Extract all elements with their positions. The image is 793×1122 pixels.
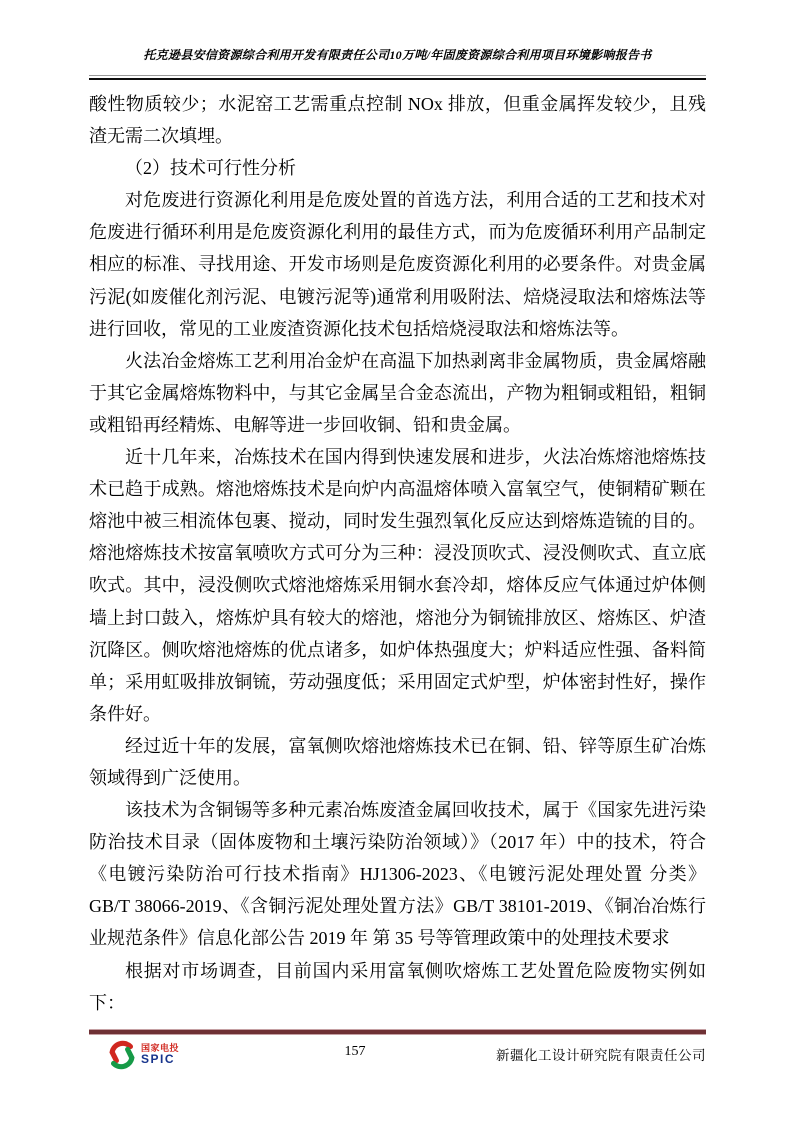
paragraph: 根据对市场调查，目前国内采用富氧侧吹熔炼工艺处置危险废物实例如下： — [89, 960, 706, 1013]
paragraph: 酸性物质较少；水泥窑工艺需重点控制 NOx 排放，但重金属挥发较少，且残渣无需二次填埋。 — [89, 94, 706, 147]
spic-logo-icon — [107, 1040, 137, 1070]
spic-logo-text — [141, 1044, 179, 1066]
spic-logo-chinese: 国家电投 — [141, 1042, 180, 1053]
page-number: 157 — [344, 1044, 366, 1059]
paragraph: 火法冶金熔炼工艺利用冶金炉在高温下加热剥离非金属物质，贵金属熔融于其它金属熔炼物料中，与其它金属呈合金态流出，产物为粗铜或粗铅，粗铜或粗铅再经精炼、电解等进一步回收铜、铅和贵金属。 — [89, 350, 706, 435]
footer-divider-line — [89, 1029, 706, 1035]
header-divider-line — [89, 75, 706, 80]
report-header-title: 托克逊县安信资源综合利用开发有限责任公司10万吨/年固废资源综合利用项目环境影响报告书 — [143, 48, 652, 62]
footer-company-name: 新疆化工设计研究院有限责任公司 — [496, 1048, 706, 1063]
page-footer — [89, 1038, 706, 1084]
spic-logo-english: SPIC — [141, 1052, 176, 1067]
paragraph: 近十几年来，冶炼技术在国内得到快速发展和进步，火法冶炼熔池熔炼技术已趋于成熟。熔池熔炼技术是向炉内高温熔体喷入富氧空气，使铜精矿颗在熔池中被三相流体包裹、搅动，同时发生强烈氧化反应达到熔炼造锍的目的。熔池熔炼技术按富氧喷吹方式可分为三种：浸没顶吹式、浸没侧吹式、直立底吹式。其中，浸没侧吹式熔池熔炼采用铜水套冷却，熔体反应气体通过炉体侧墙上封口鼓入，熔炼炉具有较大的熔池，熔池分为铜锍排放区、熔炼区、炉渣沉降区。侧吹熔池熔炼的优点诸多，如炉体热强度大；炉料适应性强、备料简单；采用虹吸排放铜锍，劳动强度低；采用固定式炉型，炉体密封性好，操作条件好。 — [89, 447, 706, 724]
paragraph: 该技术为含铜锡等多种元素冶炼废渣金属回收技术，属于《国家先进污染防治技术目录（固体废物和土壤污染防治领域）》（2017 年）中的技术，符合《电镀污染防治可行技术指南》HJ1306-2023、《电镀污泥处理处置 分类》GB/T 38066-2019、《含铜污泥处理处置方法》GB/T 38101-2019、《铜冶冶炼行业规范条件》信息化部公告 2019 年 第 35 号等管理政策中的处理技术要求 — [89, 800, 706, 949]
body-paragraphs — [89, 88, 706, 1019]
spic-logo — [107, 1040, 179, 1070]
paragraph: 经过近十年的发展，富氧侧吹熔池熔炼技术已在铜、铅、锌等原生矿冶炼领域得到广泛使用。 — [89, 735, 706, 788]
paragraph: （2）技术可行性分析 — [125, 158, 296, 179]
paragraph: 对危废进行资源化利用是危废处置的首选方法，利用合适的工艺和技术对危废进行循环利用是危废资源化利用的最佳方式，而为危废循环利用产品制定相应的标准、寻找用途、开发市场则是危废资源化利用的必要条件。对贵金属污泥(如废催化剂污泥、电镀污泥等)通常利用吸附法、焙烧浸取法和熔炼法等进行回收，常见的工业废渣资源化技术包括焙烧浸取法和熔炼法等。 — [89, 190, 706, 339]
